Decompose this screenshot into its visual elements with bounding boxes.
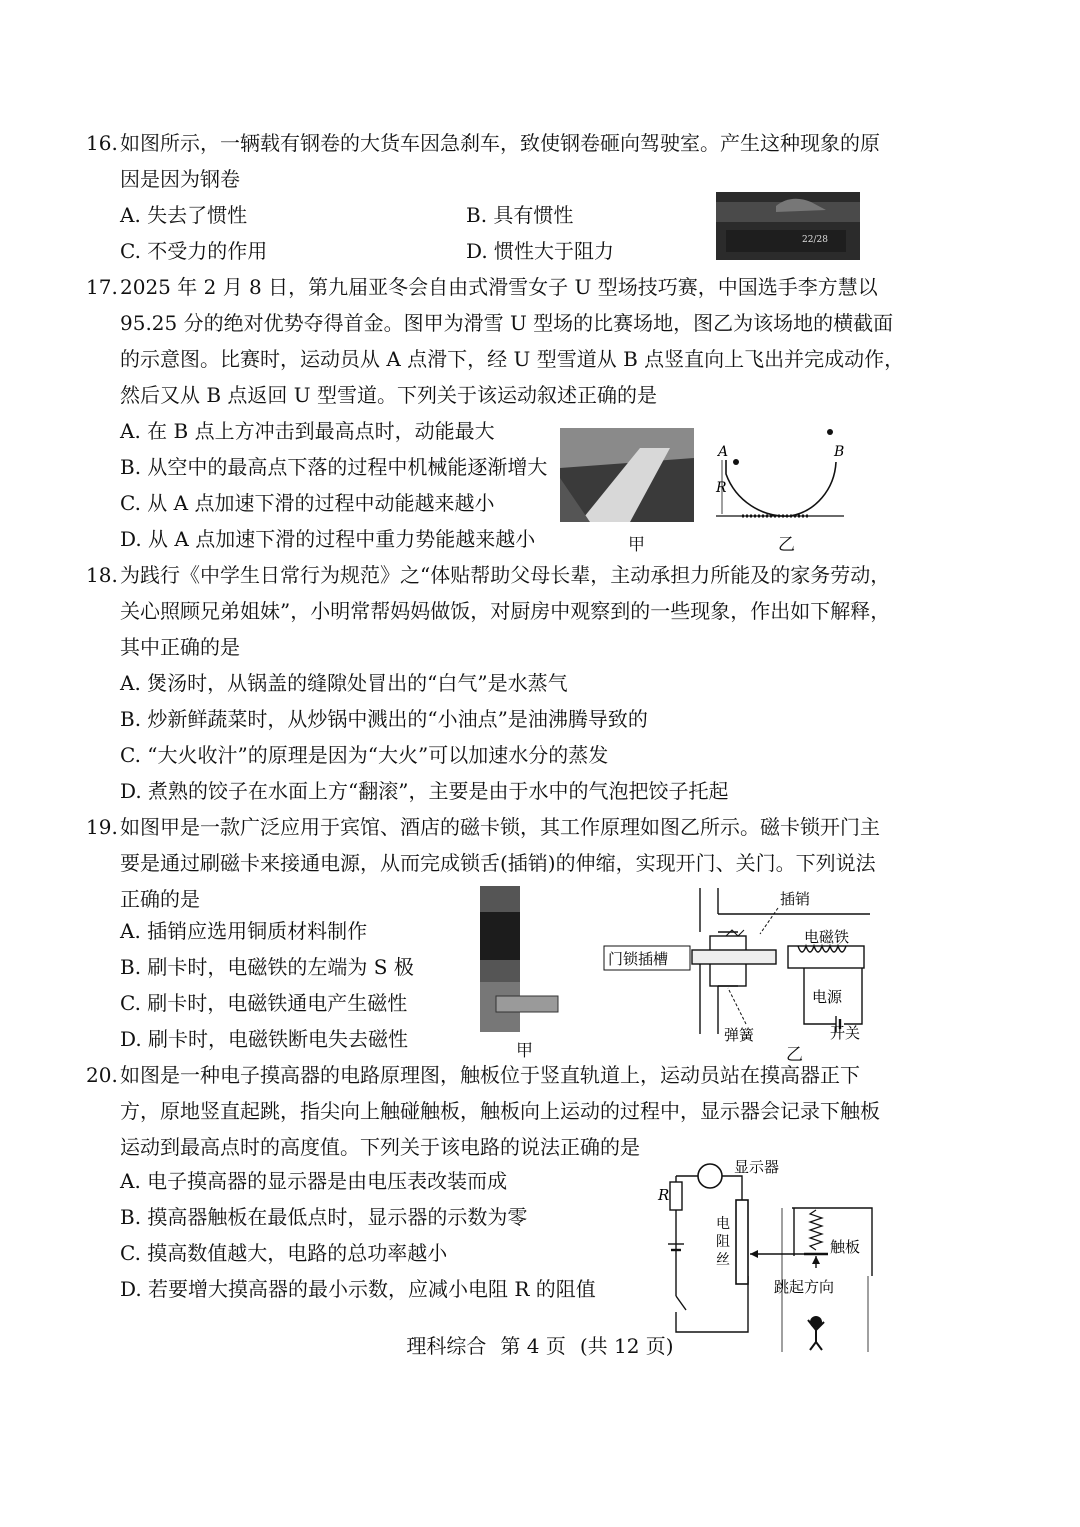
figure-caption-yi: 乙	[778, 535, 795, 555]
question-text: 如图甲是一款广泛应用于宾馆、酒店的磁卡锁，其工作原理如图乙所示。磁卡锁开门主	[120, 815, 880, 839]
spring-icon	[810, 1210, 822, 1250]
question-16	[86, 126, 880, 161]
question-20	[86, 1058, 860, 1093]
option-c[interactable]: C. 从 A 点加速下滑的过程中动能越来越小	[120, 491, 495, 515]
option-a[interactable]: A. 电子摸高器的显示器是由电压表改装而成	[120, 1169, 508, 1193]
footer-total: (共 12 页)	[579, 1334, 674, 1358]
option-b[interactable]: B. 刷卡时，电磁铁的左端为 S 极	[120, 955, 414, 979]
resistor-r-label: R	[658, 1186, 670, 1204]
option-c[interactable]: C. “大火收汁”的原理是因为“大火”可以加速水分的蒸发	[120, 743, 609, 767]
question-number: 20.	[86, 1063, 118, 1087]
option-d[interactable]: D. 从 A 点加速下滑的过程中重力势能越来越小	[120, 527, 536, 551]
card-lock-circuit	[600, 884, 872, 1046]
option-c[interactable]: C. 摸高数值越大，电路的总功率越小	[120, 1241, 448, 1265]
resistance-wire	[736, 1200, 748, 1284]
spring-label: 弹簧	[724, 1026, 755, 1044]
footer-subject: 理科综合	[406, 1334, 487, 1358]
option-d[interactable]: D. 刷卡时，电磁铁断电失去磁性	[120, 1027, 409, 1051]
bolt-label: 插销	[780, 890, 811, 908]
touch-plate-label: 触板	[830, 1238, 861, 1256]
bolt-rod	[692, 950, 776, 964]
figure-caption-yi: 乙	[786, 1045, 803, 1065]
resistor-r-icon	[670, 1182, 682, 1210]
point-b-label: B	[834, 444, 845, 460]
u-track-diagram	[712, 424, 852, 524]
question-text: 正确的是	[120, 887, 200, 911]
height-tester-circuit	[656, 1152, 878, 1354]
question-text: 要是通过刷磁卡来接通电源，从而完成锁舌(插销)的伸缩，实现开门、关门。下列说法	[120, 851, 876, 875]
switch-icon	[676, 1296, 686, 1310]
power-label: 电源	[812, 988, 843, 1006]
jump-arrow-icon	[812, 1256, 820, 1264]
slot-label: 门锁插槽	[608, 950, 669, 968]
wire-label: 阻	[716, 1234, 730, 1250]
question-17	[86, 270, 878, 305]
jump-direction-label: 跳起方向	[774, 1278, 835, 1296]
question-number: 18.	[86, 563, 118, 587]
question-text: 因是因为钢卷	[120, 167, 240, 191]
option-d[interactable]: D. 若要增大摸高器的最小示数，应减小电阻 R 的阻值	[120, 1277, 596, 1301]
footer-page: 第 4 页	[500, 1334, 566, 1358]
question-text: 95.25 分的绝对优势夺得首金。图甲为滑雪 U 型场的比赛场地，图乙为该场地的横截面	[120, 311, 894, 335]
question-text: 如图所示，一辆载有钢卷的大货车因急刹车，致使钢卷砸向驾驶室。产生这种现象的原	[120, 131, 880, 155]
question-19	[86, 810, 880, 845]
question-text: 的示意图。比赛时，运动员从 A 点滑下，经 U 型雪道从 B 点竖直向上飞出并完成动作，	[120, 347, 905, 371]
option-d[interactable]: D. 惯性大于阻力	[466, 239, 615, 263]
question-text: 如图是一种电子摸高器的电路原理图，触板位于竖直轨道上，运动员站在摸高器正下	[120, 1063, 860, 1087]
display-meter-icon	[698, 1164, 722, 1188]
question-text: 其中正确的是	[120, 635, 240, 659]
page-footer	[0, 1330, 1080, 1359]
wire-label: 电	[716, 1216, 730, 1232]
switch-label: 开关	[830, 1024, 861, 1042]
option-a[interactable]: A. 煲汤时，从锅盖的缝隙处冒出的“白气”是水蒸气	[120, 671, 568, 695]
point-a-label: A	[718, 444, 729, 460]
card-lock-photo	[476, 886, 562, 1032]
display-label: 显示器	[734, 1158, 780, 1176]
truck-photo	[716, 192, 860, 260]
photo-timestamp: 22/28	[802, 235, 828, 245]
option-b[interactable]: B. 具有惯性	[466, 203, 574, 227]
question-number: 19.	[86, 815, 118, 839]
option-a[interactable]: A. 失去了惯性	[120, 203, 248, 227]
figure-caption-jia: 甲	[516, 1041, 533, 1061]
wire-label: 丝	[716, 1252, 730, 1268]
option-a[interactable]: A. 插销应选用铜质材料制作	[120, 919, 368, 943]
question-text: 然后又从 B 点返回 U 型雪道。下列关于该运动叙述正确的是	[120, 383, 657, 407]
question-18	[86, 558, 890, 593]
question-text: 方，原地竖直起跳，指尖向上触碰触板，触板向上运动的过程中，显示器会记录下触板	[120, 1099, 880, 1123]
halfpipe-photo	[560, 428, 694, 522]
door-handle	[496, 996, 558, 1012]
option-b[interactable]: B. 从空中的最高点下落的过程中机械能逐渐增大	[120, 455, 548, 479]
question-text: 运动到最高点时的高度值。下列关于该电路的说法正确的是	[120, 1135, 640, 1159]
skier-b-icon	[827, 429, 833, 435]
skier-a-icon	[733, 459, 739, 465]
radius-label: R	[716, 480, 727, 496]
figure-caption-jia: 甲	[628, 535, 645, 555]
slider-arrow-icon	[750, 1250, 758, 1258]
question-number: 17.	[86, 275, 118, 299]
option-a[interactable]: A. 在 B 点上方冲击到最高点时，动能最大	[120, 419, 495, 443]
u-track-curve	[726, 460, 836, 516]
option-c[interactable]: C. 不受力的作用	[120, 239, 268, 263]
question-text: 关心照顾兄弟姐妹”，小明常帮妈妈做饭，对厨房中观察到的一些现象，作出如下解释，	[120, 599, 891, 623]
question-text: 为践行《中学生日常行为规范》之“体贴帮助父母长辈，主动承担力所能及的家务劳动，	[120, 563, 891, 587]
option-b[interactable]: B. 摸高器触板在最低点时，显示器的示数为零	[120, 1205, 528, 1229]
option-c[interactable]: C. 刷卡时，电磁铁通电产生磁性	[120, 991, 408, 1015]
question-number: 16.	[86, 131, 118, 155]
option-d[interactable]: D. 煮熟的饺子在水面上方“翻滚”，主要是由于水中的气泡把饺子托起	[120, 779, 729, 803]
question-text: 2025 年 2 月 8 日，第九届亚冬会自由式滑雪女子 U 型场技巧赛，中国选手李方慧以	[120, 275, 878, 299]
electromagnet-label: 电磁铁	[804, 928, 850, 946]
option-b[interactable]: B. 炒新鲜蔬菜时，从炒锅中溅出的“小油点”是油沸腾导致的	[120, 707, 648, 731]
